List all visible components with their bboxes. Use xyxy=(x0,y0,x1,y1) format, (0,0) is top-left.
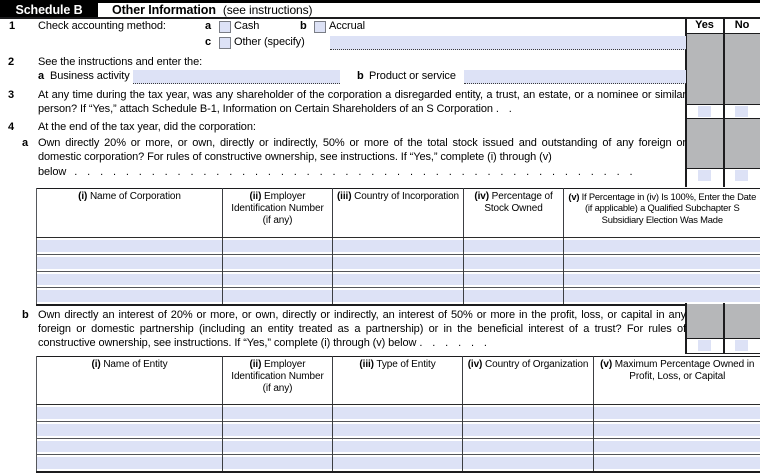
yes-shaded-cell xyxy=(687,119,724,168)
q1-text: Check accounting method: xyxy=(38,20,166,32)
no-shaded-cell xyxy=(725,119,760,168)
table-cell-input[interactable] xyxy=(333,455,463,472)
q4b-text: Own directly an interest of 20% or more, or own, directly or indirectly, an interest of 50% or more in the profit, loss, or capital in any foreign or domestic partnership (including an entity treated as a partnership) or in the beneficial interest of a trust? For rules of constructive ownership, see instructions. If “Yes,” complete (i) through (v) below . . . . . . xyxy=(38,309,686,349)
table-cell-input[interactable] xyxy=(37,405,223,422)
table-cell-input[interactable] xyxy=(463,421,594,438)
q1-a-letter: a xyxy=(205,20,212,32)
table-row xyxy=(37,438,760,455)
yes-shaded-cell xyxy=(687,304,724,338)
table-row xyxy=(37,421,760,438)
accrual-label: Accrual xyxy=(329,20,365,32)
yes-column-header: Yes xyxy=(695,18,714,31)
table-cell-input[interactable] xyxy=(333,238,464,255)
table-cell-input[interactable] xyxy=(223,405,333,422)
table-cell-input[interactable] xyxy=(564,271,760,288)
page-title: Other Information xyxy=(112,3,216,17)
t1-col-percentage-header: (iv) Percentage of Stock Owned xyxy=(464,189,564,238)
table-cell-input[interactable] xyxy=(333,271,464,288)
table-cell-input[interactable] xyxy=(333,288,464,305)
q4a-yes-checkbox[interactable] xyxy=(698,170,711,181)
divider-line xyxy=(685,338,760,339)
entity-table xyxy=(36,356,760,473)
table-cell-input[interactable] xyxy=(223,254,333,271)
table-cell-input[interactable] xyxy=(564,254,760,271)
accrual-checkbox[interactable] xyxy=(314,21,326,33)
q3-yes-checkbox[interactable] xyxy=(698,106,711,117)
table-cell-input[interactable] xyxy=(37,421,223,438)
table-cell-input[interactable] xyxy=(564,288,760,305)
cash-label: Cash xyxy=(234,20,260,32)
other-label: Other (specify) xyxy=(234,36,305,48)
q4b-yes-checkbox[interactable] xyxy=(698,340,711,351)
q2-a-letter: a xyxy=(38,70,45,82)
table-cell-input[interactable] xyxy=(223,271,333,288)
table-cell-input[interactable] xyxy=(223,238,333,255)
corporation-table-header-row xyxy=(37,189,760,238)
table-row xyxy=(37,288,760,305)
q4b-no-checkbox[interactable] xyxy=(735,340,748,351)
q4-text: At the end of the tax year, did the corporation: xyxy=(38,121,256,133)
q4a-letter: a xyxy=(22,137,29,149)
header-rule xyxy=(0,17,760,19)
t2-col-ein-header: (ii) Employer Identification Number (if any) xyxy=(223,357,333,405)
product-service-input[interactable] xyxy=(464,70,686,84)
divider-line xyxy=(685,168,760,169)
no-shaded-cell xyxy=(725,304,760,338)
q3-number: 3 xyxy=(8,89,15,101)
divider-line xyxy=(685,353,760,354)
q3-text: At any time during the tax year, was any shareholder of the corporation a disregarded entity, a trust, an estate, or a nominee or similar person? If “Yes,” attach Schedule B-1, Information on Certain Shareholders of an S Corporation . . xyxy=(38,89,686,115)
q4a-below-word: below xyxy=(38,165,67,178)
page-subtitle: (see instructions) xyxy=(222,3,313,17)
table-cell-input[interactable] xyxy=(223,438,333,455)
q3-no-checkbox[interactable] xyxy=(735,106,748,117)
q4-number: 4 xyxy=(8,121,15,133)
q2-b-letter: b xyxy=(357,70,364,82)
table-cell-input[interactable] xyxy=(564,238,760,255)
no-shaded-cell xyxy=(725,34,760,104)
t2-col-country-header: (iv) Country of Organization xyxy=(463,357,594,405)
table-cell-input[interactable] xyxy=(464,254,564,271)
table-cell-input[interactable] xyxy=(333,405,463,422)
table-cell-input[interactable] xyxy=(464,238,564,255)
q3-dot-leader: . . xyxy=(495,102,512,115)
table-cell-input[interactable] xyxy=(594,438,760,455)
table-cell-input[interactable] xyxy=(464,271,564,288)
table-cell-input[interactable] xyxy=(333,254,464,271)
t1-col-name-header: (i) Name of Corporation xyxy=(37,189,223,238)
table-cell-input[interactable] xyxy=(463,455,594,472)
table-row xyxy=(37,271,760,288)
table-cell-input[interactable] xyxy=(594,455,760,472)
no-column-header: No xyxy=(734,18,750,31)
other-specify-input[interactable] xyxy=(330,36,686,50)
t2-col-max-percentage-header: (v) Maximum Percentage Owned in Profit, Loss, or Capital xyxy=(594,357,760,405)
cash-checkbox[interactable] xyxy=(219,21,231,33)
business-activity-label: Business activity xyxy=(50,70,130,82)
t2-col-name-header: (i) Name of Entity xyxy=(37,357,223,405)
header-title-row xyxy=(112,3,312,17)
q4a-dot-leader: . . . . . . . . . . . . . . . . . . . . . . . . . . . . . . . . . . . . . . . . . . . . xyxy=(74,165,633,178)
q2-number: 2 xyxy=(8,56,15,68)
q4b-dot-leader: . . . . . . xyxy=(419,336,487,349)
q4a-no-checkbox[interactable] xyxy=(735,170,748,181)
table-cell-input[interactable] xyxy=(37,254,223,271)
table-cell-input[interactable] xyxy=(594,405,760,422)
table-row xyxy=(37,405,760,422)
table-row xyxy=(37,238,760,255)
q1-c-letter: c xyxy=(205,36,212,48)
table-cell-input[interactable] xyxy=(463,438,594,455)
t1-col-election-date-header: (v) If Percentage in (iv) Is 100%, Enter the Date (if applicable) a Qualified Subchapter S Subsidiary Election Was Made xyxy=(564,189,760,238)
table-cell-input[interactable] xyxy=(37,271,223,288)
t1-col-ein-header: (ii) Employer Identification Number (if any) xyxy=(223,189,333,238)
q4b-letter: b xyxy=(22,309,29,321)
table-cell-input[interactable] xyxy=(223,288,333,305)
yes-shaded-cell xyxy=(687,34,724,104)
corporation-table xyxy=(36,188,760,306)
table-cell-input[interactable] xyxy=(37,455,223,472)
other-checkbox[interactable] xyxy=(219,37,231,49)
table-cell-input[interactable] xyxy=(463,405,594,422)
schedule-label: Schedule B xyxy=(0,3,98,18)
q4a-below-line xyxy=(38,166,683,178)
table-cell-input[interactable] xyxy=(37,288,223,305)
table-cell-input[interactable] xyxy=(594,421,760,438)
table-row xyxy=(37,455,760,472)
q4a-text: Own directly 20% or more, or own, directly or indirectly, 50% or more of the total stock issued and outstanding of any foreign or domestic corporation? For rules of constructive ownership, see instructions. If “Yes,” complete (i) through (v) xyxy=(38,137,686,163)
table-cell-input[interactable] xyxy=(464,288,564,305)
t2-col-type-header: (iii) Type of Entity xyxy=(333,357,463,405)
table-cell-input[interactable] xyxy=(37,438,223,455)
entity-table-header-row xyxy=(37,357,760,405)
product-service-label: Product or service xyxy=(369,70,456,82)
q1-number: 1 xyxy=(9,20,16,32)
divider-line xyxy=(685,104,760,105)
table-cell-input[interactable] xyxy=(37,238,223,255)
table-cell-input[interactable] xyxy=(223,421,333,438)
table-cell-input[interactable] xyxy=(333,421,463,438)
t1-col-country-header: (iii) Country of Incorporation xyxy=(333,189,464,238)
business-activity-input[interactable] xyxy=(133,70,340,84)
table-row xyxy=(37,254,760,271)
q2-text: See the instructions and enter the: xyxy=(38,56,203,68)
table-cell-input[interactable] xyxy=(223,455,333,472)
table-cell-input[interactable] xyxy=(333,438,463,455)
q1-b-letter: b xyxy=(300,20,307,32)
